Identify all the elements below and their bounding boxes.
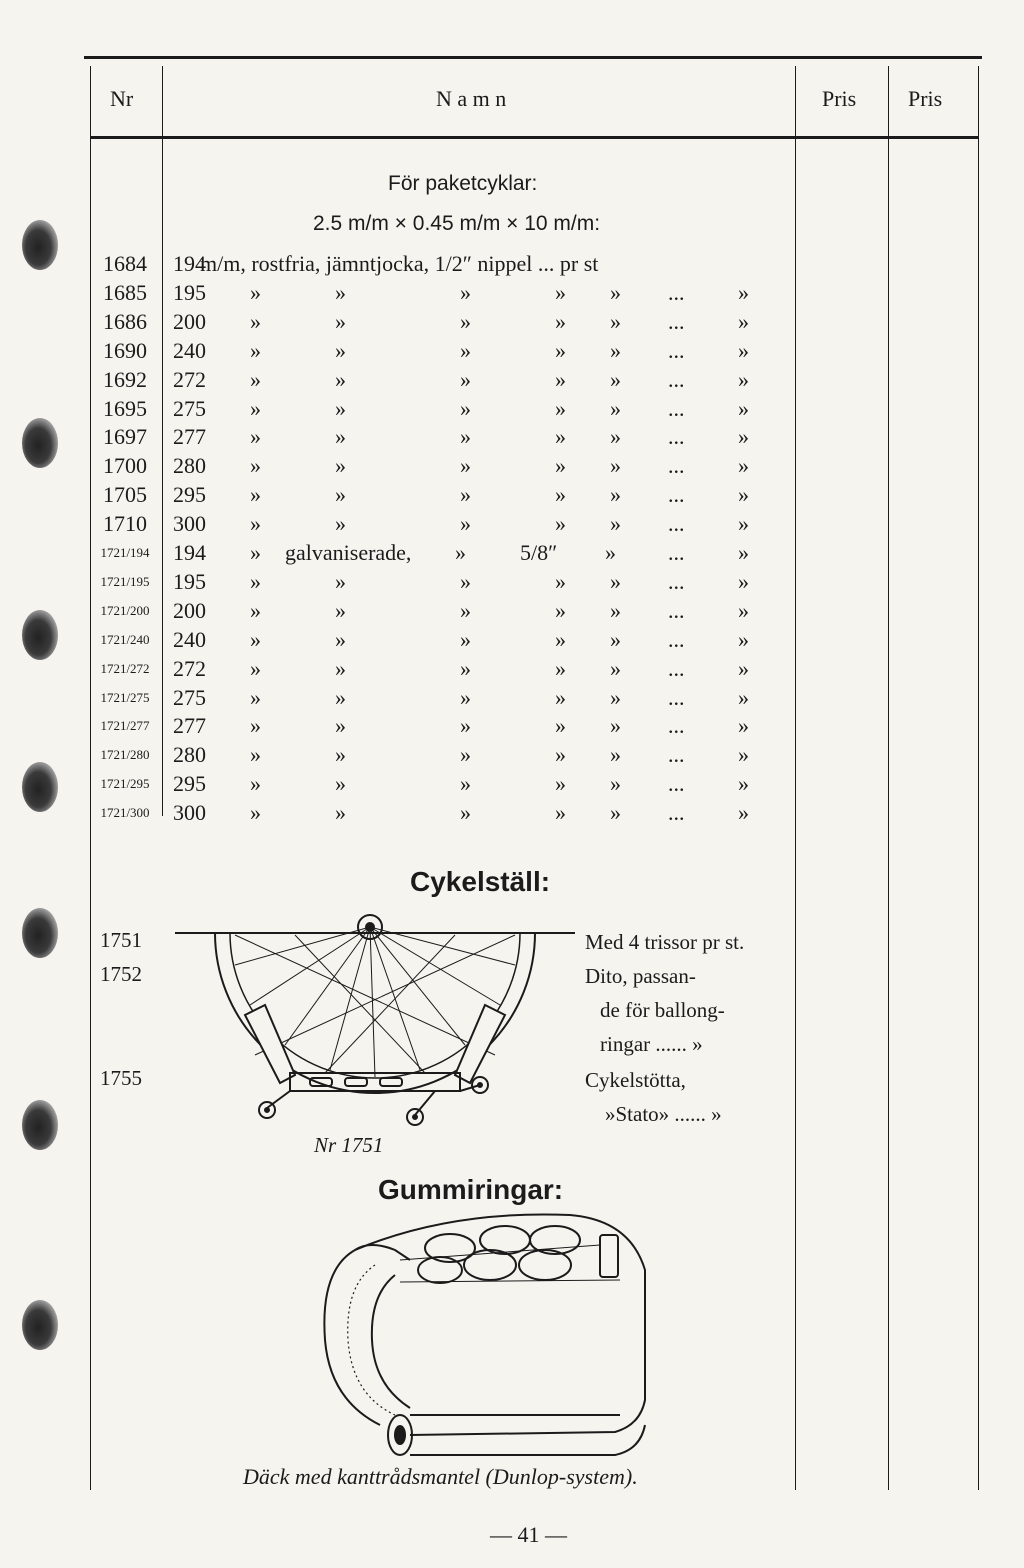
ditto-mark: » — [555, 597, 566, 623]
ditto-mark: » — [250, 424, 261, 450]
ditto-mark: » — [335, 511, 346, 537]
figure-caption-stand: Nr 1751 — [314, 1133, 384, 1157]
leader-dots: ... — [668, 424, 685, 450]
right-border — [978, 66, 979, 1490]
ditto-mark: » — [610, 482, 621, 508]
ditto-mark: » — [605, 540, 616, 565]
leader-dots: ... — [668, 742, 685, 768]
leader-dots: ... — [668, 279, 685, 305]
ditto-mark: » — [738, 742, 749, 768]
figure-caption-tire: Däck med kanttrådsmantel (Dunlop-system). — [243, 1464, 638, 1489]
ditto-mark: » — [335, 597, 346, 623]
table-row — [90, 480, 790, 509]
ditto-mark: » — [738, 540, 749, 565]
ditto-mark: » — [555, 337, 566, 363]
punch-hole — [22, 908, 58, 958]
leader-dots: ... — [668, 568, 685, 594]
section-title-gummiringar: Gummiringar: — [378, 1174, 564, 1205]
ditto-mark: » — [738, 597, 749, 623]
article-number: 1700 — [103, 453, 147, 479]
table-row — [90, 654, 790, 683]
leader-dots: ... — [668, 366, 685, 392]
leader-dots: ... — [668, 713, 685, 739]
ditto-mark: » — [610, 684, 621, 710]
ditto-mark: » — [610, 655, 621, 681]
ditto-mark: » — [738, 511, 749, 537]
spoke-length: 280 — [173, 453, 206, 479]
ditto-mark: » — [455, 540, 466, 565]
ditto-mark: » — [738, 482, 749, 508]
ditto-mark: » — [610, 742, 621, 768]
item-desc-1751: Med 4 trissor pr st. — [585, 930, 745, 954]
ditto-mark: » — [738, 568, 749, 594]
ditto-mark: » — [555, 568, 566, 594]
article-number: 1721/277 — [100, 718, 150, 734]
ditto-mark: » — [610, 626, 621, 652]
section-title-paketcyklar: För paketcyklar: — [388, 172, 538, 195]
ditto-mark: » — [250, 482, 261, 508]
article-number: 1721/295 — [100, 776, 150, 792]
leader-dots: ... — [668, 482, 685, 508]
ditto-mark: » — [555, 453, 566, 479]
ditto-mark: » — [460, 713, 471, 739]
table-row — [90, 365, 790, 394]
ditto-mark: » — [250, 395, 261, 421]
ditto-mark: » — [738, 800, 749, 826]
spoke-length: 195 — [173, 568, 206, 594]
ditto-mark: » — [610, 337, 621, 363]
ditto-mark: » — [738, 337, 749, 363]
ditto-mark: » — [335, 626, 346, 652]
ditto-mark: » — [610, 597, 621, 623]
ditto-mark: » — [555, 713, 566, 739]
spoke-length: 200 — [173, 308, 206, 334]
ditto-mark: » — [335, 800, 346, 826]
ditto-mark: » — [610, 395, 621, 421]
ditto-mark: » — [460, 771, 471, 797]
ditto-mark: » — [335, 453, 346, 479]
ditto-mark: » — [555, 626, 566, 652]
leader-dots: ... — [668, 800, 685, 826]
ditto-mark: » — [250, 337, 261, 363]
spoke-length: 300 — [173, 511, 206, 537]
ditto-mark: » — [250, 771, 261, 797]
table-row — [90, 596, 790, 625]
table-row — [90, 567, 790, 596]
ditto-mark: » — [335, 279, 346, 305]
ditto-mark: » — [250, 568, 261, 594]
table-row — [90, 625, 790, 654]
table-row — [90, 683, 790, 712]
punch-hole — [22, 1100, 58, 1150]
article-number: 1685 — [103, 279, 147, 305]
article-number: 1710 — [103, 511, 147, 537]
leader-dots: ... — [668, 511, 685, 537]
header-price-1: Pris — [822, 86, 857, 111]
article-number: 1690 — [103, 337, 147, 363]
ditto-mark: » — [555, 395, 566, 421]
table-row — [90, 278, 790, 307]
leader-dots: ... — [668, 597, 685, 623]
ditto-mark: » — [460, 511, 471, 537]
ditto-mark: » — [555, 771, 566, 797]
ditto-mark: » — [555, 279, 566, 305]
ditto-mark: » — [460, 482, 471, 508]
ditto-mark: » — [610, 279, 621, 305]
ditto-mark: » — [738, 424, 749, 450]
table-row — [90, 509, 790, 538]
ditto-mark: » — [460, 655, 471, 681]
ditto-mark: » — [738, 366, 749, 392]
ditto-mark: » — [738, 279, 749, 305]
ditto-mark: » — [460, 597, 471, 623]
ditto-mark: » — [555, 482, 566, 508]
ditto-mark: » — [555, 800, 566, 826]
spoke-length: 275 — [173, 395, 206, 421]
ditto-mark: » — [250, 453, 261, 479]
ditto-mark: » — [250, 366, 261, 392]
ditto-mark: » — [335, 337, 346, 363]
ditto-mark: » — [460, 453, 471, 479]
article-number: 1692 — [103, 366, 147, 392]
article-number: 1705 — [103, 482, 147, 508]
ditto-mark: » — [460, 684, 471, 710]
article-number: 1697 — [103, 424, 147, 450]
table-row — [90, 451, 790, 480]
ditto-mark: » — [610, 800, 621, 826]
header-nr: Nr — [110, 86, 134, 111]
ditto-mark: » — [460, 800, 471, 826]
item-nr-1755: 1755 — [100, 1066, 142, 1090]
spoke-length: 194 — [173, 251, 206, 276]
ditto-mark: » — [335, 684, 346, 710]
ditto-mark: » — [460, 626, 471, 652]
header-rule — [90, 136, 978, 139]
section-title-cykelstall: Cykelställ: — [410, 866, 551, 897]
article-number: 1695 — [103, 395, 147, 421]
tire-cross-section-illustration — [300, 1210, 670, 1465]
spoke-length: 277 — [173, 424, 206, 450]
item-description: galvaniserade, — [285, 540, 412, 565]
bicycle-stand-illustration — [175, 905, 575, 1130]
spoke-length: 300 — [173, 800, 206, 826]
article-number: 1721/300 — [100, 805, 150, 821]
spoke-length: 240 — [173, 337, 206, 363]
ditto-mark: » — [610, 771, 621, 797]
col-divider-name — [795, 66, 796, 1490]
ditto-mark: » — [738, 308, 749, 334]
ditto-mark: » — [738, 713, 749, 739]
page-number: — 41 — — [490, 1522, 567, 1547]
item-desc-1755-line1: Cykelstötta, — [585, 1068, 686, 1092]
table-row — [90, 422, 790, 451]
table-row — [90, 798, 790, 827]
table-row — [90, 336, 790, 365]
leader-dots: ... — [668, 540, 685, 565]
ditto-mark: » — [555, 742, 566, 768]
spoke-length: 277 — [173, 713, 206, 739]
ditto-mark: » — [555, 684, 566, 710]
ditto-mark: » — [610, 511, 621, 537]
ditto-mark: » — [250, 308, 261, 334]
ditto-mark: » — [610, 308, 621, 334]
ditto-mark: » — [250, 597, 261, 623]
item-desc-1752-line3: ringar ...... » — [600, 1032, 703, 1056]
table-row — [90, 769, 790, 798]
spoke-length: 194 — [173, 540, 206, 565]
table-row — [90, 740, 790, 769]
ditto-mark: » — [460, 366, 471, 392]
article-number: 1721/272 — [100, 660, 150, 676]
ditto-mark: » — [555, 511, 566, 537]
ditto-mark: » — [335, 424, 346, 450]
header-price-2: Pris — [908, 86, 943, 111]
table-row — [90, 394, 790, 423]
article-number: 1721/194 — [100, 545, 150, 560]
ditto-mark: » — [738, 655, 749, 681]
article-number: 1684 — [103, 251, 147, 276]
leader-dots: ... — [668, 626, 685, 652]
item-desc-1752-line2: de för ballong- — [600, 998, 725, 1022]
ditto-mark: » — [460, 308, 471, 334]
ditto-mark: » — [335, 568, 346, 594]
item-description: m/m, rostfria, jämntjocka, 1/2″ nippel ... pr st — [200, 251, 599, 276]
table-row — [90, 538, 790, 567]
ditto-mark: » — [610, 568, 621, 594]
leader-dots: ... — [668, 337, 685, 363]
punch-hole — [22, 762, 58, 812]
ditto-mark: » — [335, 482, 346, 508]
ditto-mark: » — [250, 540, 261, 565]
spoke-length: 295 — [173, 482, 206, 508]
spoke-length: 272 — [173, 655, 206, 681]
ditto-mark: » — [460, 424, 471, 450]
item-desc-1752-line1: Dito, passan- — [585, 964, 696, 988]
spoke-length: 272 — [173, 366, 206, 392]
article-number: 1686 — [103, 308, 147, 334]
ditto-mark: » — [610, 713, 621, 739]
article-number: 1721/240 — [100, 631, 150, 647]
ditto-mark: » — [335, 395, 346, 421]
table-row — [90, 249, 790, 278]
ditto-mark: » — [738, 684, 749, 710]
ditto-mark: » — [460, 395, 471, 421]
leader-dots: ... — [668, 771, 685, 797]
ditto-mark: » — [250, 279, 261, 305]
ditto-mark: » — [555, 366, 566, 392]
ditto-mark: » — [610, 424, 621, 450]
ditto-mark: » — [738, 771, 749, 797]
leader-dots: ... — [668, 308, 685, 334]
punch-hole — [22, 1300, 58, 1350]
col-divider-price — [888, 66, 889, 1490]
spoke-length: 275 — [173, 684, 206, 710]
punch-hole — [22, 610, 58, 660]
ditto-mark: » — [460, 337, 471, 363]
ditto-mark: » — [250, 742, 261, 768]
leader-dots: ... — [668, 395, 685, 421]
item-nr-1751: 1751 — [100, 928, 142, 952]
spoke-length: 280 — [173, 742, 206, 768]
ditto-mark: » — [738, 395, 749, 421]
item-nr-1752: 1752 — [100, 962, 142, 986]
ditto-mark: » — [250, 713, 261, 739]
spoke-length: 200 — [173, 597, 206, 623]
ditto-mark: » — [335, 742, 346, 768]
leader-dots: ... — [668, 453, 685, 479]
header-name: N a m n — [436, 86, 507, 111]
article-number: 1721/195 — [100, 573, 150, 589]
leader-dots: ... — [668, 655, 685, 681]
ditto-mark: » — [250, 655, 261, 681]
ditto-mark: » — [610, 366, 621, 392]
item-description: 5/8″ — [520, 540, 558, 565]
punch-hole — [22, 220, 58, 270]
ditto-mark: » — [738, 453, 749, 479]
article-number: 1721/280 — [100, 747, 150, 763]
ditto-mark: » — [335, 771, 346, 797]
table-row — [90, 711, 790, 740]
ditto-mark: » — [250, 684, 261, 710]
ditto-mark: » — [335, 655, 346, 681]
spoke-length: 195 — [173, 279, 206, 305]
ditto-mark: » — [610, 453, 621, 479]
ditto-mark: » — [335, 308, 346, 334]
ditto-mark: » — [460, 279, 471, 305]
article-number: 1721/275 — [100, 689, 150, 705]
ditto-mark: » — [335, 366, 346, 392]
ditto-mark: » — [555, 424, 566, 450]
spoke-length: 240 — [173, 626, 206, 652]
leader-dots: ... — [668, 684, 685, 710]
spoke-length: 295 — [173, 771, 206, 797]
ditto-mark: » — [738, 626, 749, 652]
ditto-mark: » — [250, 511, 261, 537]
top-rule — [84, 56, 982, 59]
ditto-mark: » — [460, 742, 471, 768]
section-subtitle-dimensions: 2.5 m/m × 0.45 m/m × 10 m/m: — [313, 212, 601, 235]
ditto-mark: » — [555, 308, 566, 334]
ditto-mark: » — [460, 568, 471, 594]
item-desc-1755-line2: »Stato» ...... » — [605, 1102, 722, 1126]
table-row — [90, 307, 790, 336]
ditto-mark: » — [335, 713, 346, 739]
punch-hole — [22, 418, 58, 468]
ditto-mark: » — [250, 626, 261, 652]
article-number: 1721/200 — [100, 602, 150, 618]
ditto-mark: » — [250, 800, 261, 826]
ditto-mark: » — [555, 655, 566, 681]
